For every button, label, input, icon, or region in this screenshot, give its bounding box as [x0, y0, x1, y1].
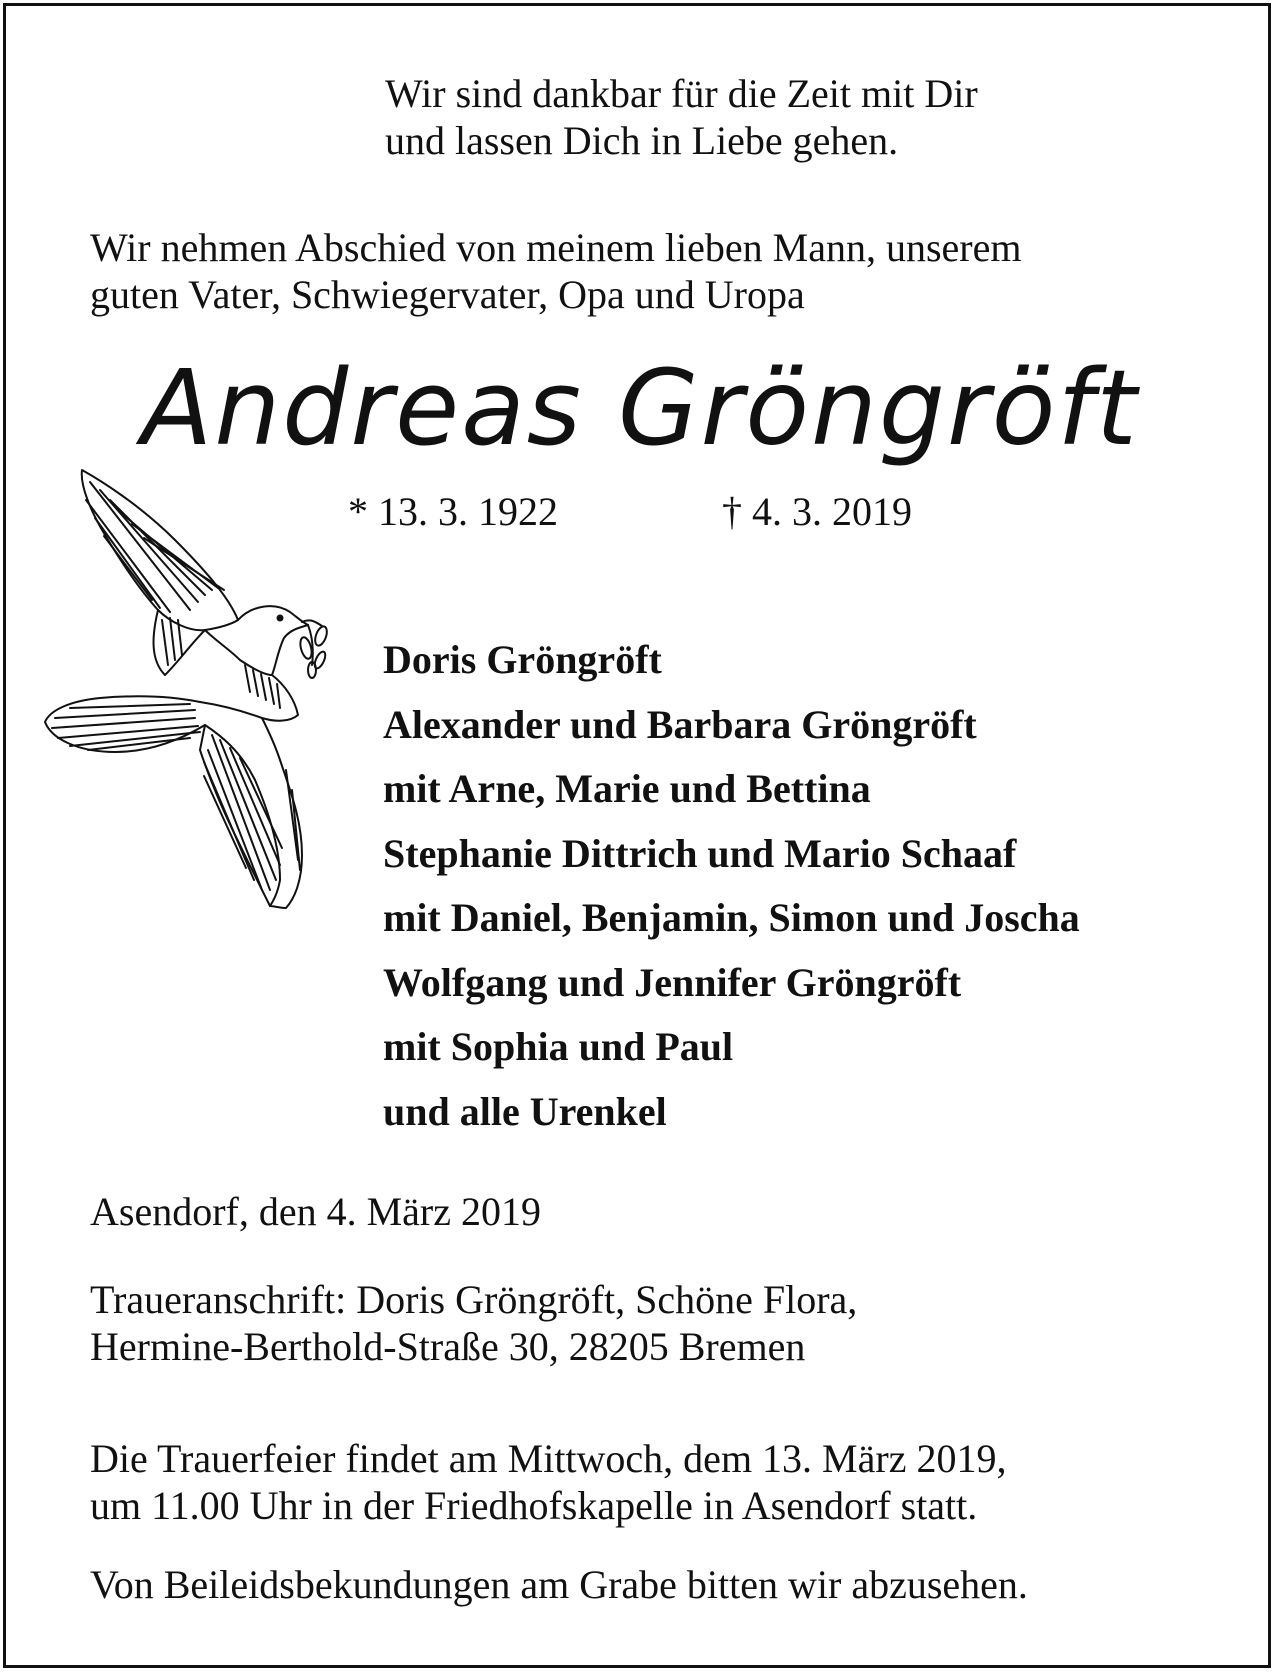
mourner-line: mit Sophia und Paul: [383, 1024, 734, 1069]
mourner-line: Alexander und Barbara Gröngröft: [383, 701, 977, 747]
dove-with-olive-branch-icon: [40, 460, 350, 930]
mourners-list: [383, 628, 1080, 1144]
mourning-address: [90, 1276, 857, 1370]
intro-line-1: Wir nehmen Abschied von meinem lieben Mann, unserem: [90, 225, 1022, 270]
condolence-note: Von Beileidsbekundungen am Grabe bitten wir abzusehen.: [90, 1562, 1028, 1607]
mourner-line: und alle Urenkel: [383, 1088, 667, 1134]
intro-text: [90, 224, 1021, 318]
birth-date: * 13. 3. 1922: [348, 489, 558, 534]
motto-line-1: Wir sind dankbar für die Zeit mit Dir: [385, 71, 978, 116]
motto: [385, 70, 978, 164]
motto-line-2: und lassen Dich in Liebe gehen.: [385, 118, 899, 163]
mourner-line: Wolfgang und Jennifer Gröngröft: [383, 959, 962, 1005]
service-line-2: um 11.00 Uhr in der Friedhofskapelle in Asendorf statt.: [90, 1483, 978, 1528]
place-and-date: Asendorf, den 4. März 2019: [90, 1189, 541, 1234]
mourner-line: Stephanie Dittrich und Mario Schaaf: [383, 830, 1017, 876]
mourner-line: mit Daniel, Benjamin, Simon und Joscha: [383, 895, 1080, 940]
mourner-line: mit Arne, Marie und Bettina: [383, 766, 871, 811]
death-date: † 4. 3. 2019: [722, 489, 912, 534]
mourner-line: Doris Gröngröft: [383, 637, 662, 682]
address-line-2: Hermine-Berthold-Straße 30, 28205 Bremen: [90, 1324, 806, 1369]
funeral-service-info: [90, 1435, 1006, 1529]
address-line-1: Traueranschrift: Doris Gröngröft, Schöne Flora,: [90, 1277, 858, 1322]
intro-line-2: guten Vater, Schwiegervater, Opa und Uropa: [90, 272, 805, 317]
deceased-name: Andreas Gröngröft: [141, 347, 1139, 469]
service-line-1: Die Trauerfeier findet am Mittwoch, dem 13. März 2019,: [90, 1436, 1007, 1481]
